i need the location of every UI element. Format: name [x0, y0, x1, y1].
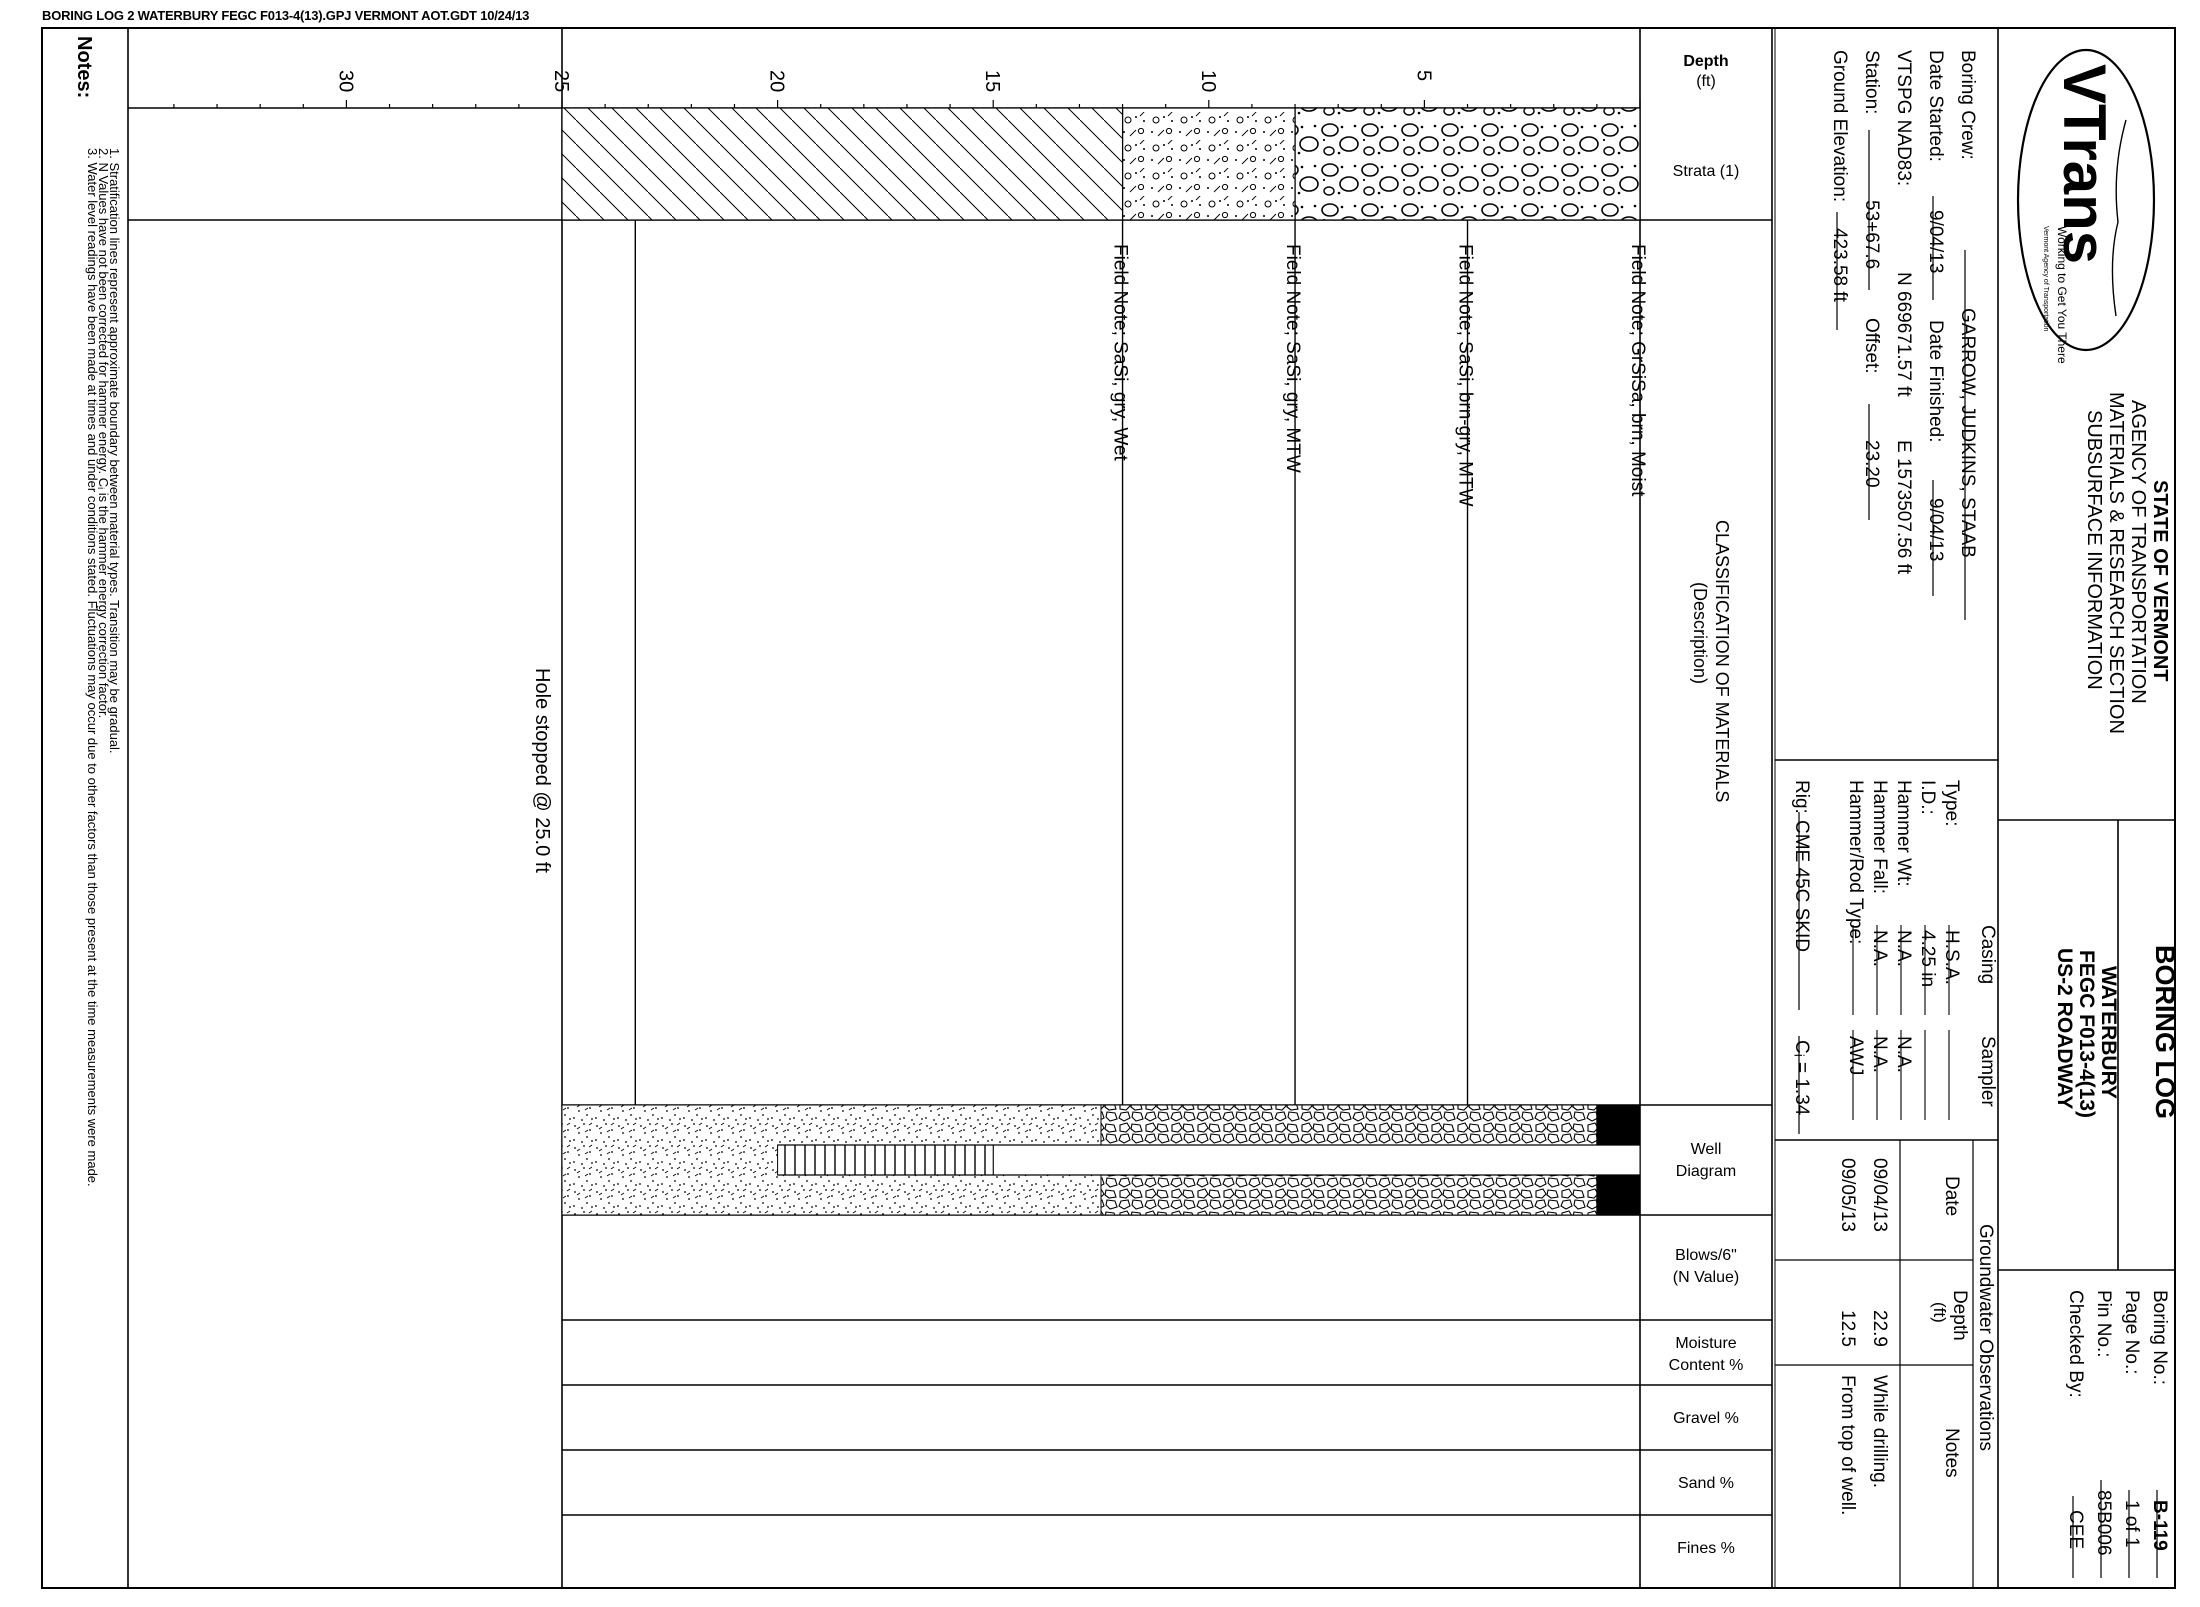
- crew-label: Boring Crew:: [1957, 50, 1978, 160]
- well-screen: [778, 1145, 994, 1175]
- moisture-header-2: Content %: [1668, 1357, 1744, 1374]
- notes-label: Notes:: [73, 36, 95, 99]
- station-value: 53+67.6: [1861, 200, 1882, 270]
- logo-tagline: Working to Get You There: [2055, 226, 2069, 364]
- boring-no-value: B-119: [2149, 1500, 2170, 1551]
- equipment-label: Hammer Fall:: [1869, 780, 1890, 895]
- equipment-label: Hammer Wt:: [1893, 780, 1914, 887]
- well-header-2: Diagram: [1675, 1163, 1737, 1180]
- equipment-table: [1845, 780, 1962, 1120]
- blows-header: Blows/6": [1675, 1247, 1737, 1264]
- depth-axis-ticks: [174, 70, 1640, 108]
- depth-tick-label: 15: [981, 70, 1004, 93]
- finished-value: 9/04/13: [1925, 498, 1946, 562]
- equipment-label: I.D.:: [1917, 780, 1938, 815]
- northing-value: N 669671.57 ft: [1893, 272, 1914, 397]
- checked-value: CEE: [2065, 1510, 2086, 1550]
- moisture-header: Moisture: [1675, 1335, 1737, 1352]
- boring-no-label: Boring No.:: [2149, 1290, 2170, 1386]
- sampler-value: N.A.: [1869, 1036, 1890, 1073]
- note-3: 3. Water level readings have been made at times and under conditions stated. Fluctuations may occur due to other factors than those present at the time measurements were made.: [85, 148, 100, 1187]
- pin-label: Pin No.:: [2093, 1290, 2114, 1358]
- gw-col-depth-unit: (ft): [1930, 1302, 1949, 1323]
- depth-tick-label: 10: [1196, 70, 1219, 93]
- equipment-label: Type:: [1941, 780, 1962, 827]
- well-riser-pipe: [993, 1145, 1640, 1175]
- gw-col-date: Date: [1941, 1176, 1962, 1217]
- strata-column: [562, 108, 1640, 220]
- gravel-header: Gravel %: [1673, 1410, 1739, 1427]
- rig-value: CME 45C SKID: [1791, 820, 1812, 952]
- gw-title: Groundwater Observations: [1975, 1224, 1996, 1452]
- casing-value: N.A.: [1893, 930, 1914, 967]
- sand-header: Sand %: [1677, 1475, 1735, 1492]
- gw-date: 09/04/13: [1869, 1158, 1890, 1232]
- strata-layer-hatch: [562, 108, 1123, 220]
- classification-header: CLASSIFICATION OF MATERIALS: [1712, 520, 1732, 803]
- title-town: WATERBURY: [2097, 966, 2120, 1099]
- casing-value: H.S.A.: [1941, 930, 1962, 985]
- offset-value: 23.20: [1861, 440, 1882, 488]
- agency-line-4: SUBSURFACE INFORMATION: [2083, 410, 2105, 690]
- material-description: Field Note; GrSiSa, brn, Moist: [1627, 244, 1648, 497]
- gw-depth: 22.9: [1869, 1310, 1890, 1347]
- agency-line-1: STATE OF VERMONT: [2149, 480, 2171, 682]
- groundwater-table: [1837, 1158, 1890, 1515]
- depth-tick-label: 5: [1412, 70, 1435, 82]
- note-1: 1. Stratification lines represent approximate boundary between material types. Transition may be gradual.: [107, 148, 122, 754]
- logo-text: VTrans: [2051, 64, 2118, 265]
- station-label: Station:: [1861, 50, 1882, 115]
- gw-depth: 12.5: [1837, 1310, 1858, 1347]
- casing-header: Casing: [1977, 925, 1998, 985]
- file-header: BORING LOG 2 WATERBURY FEGC F013-4(13).GPJ VERMONT AOT.GDT 10/24/13: [42, 8, 530, 23]
- title-project: FEGC F013-4(13): [2075, 950, 2098, 1119]
- gw-col-notes: Notes: [1941, 1428, 1962, 1478]
- strata-layer-gravel: [1295, 108, 1640, 220]
- casing-value: 4.25 in: [1917, 930, 1938, 988]
- nad-label: VTSPG NAD83:: [1893, 50, 1914, 187]
- elev-label: Ground Elevation:: [1829, 50, 1850, 203]
- material-description: Field Note; SaSi, gry, MTW: [1282, 244, 1304, 473]
- gw-col-depth: Depth: [1949, 1290, 1970, 1341]
- gw-date: 09/05/13: [1837, 1158, 1858, 1232]
- fines-header: Fines %: [1677, 1540, 1735, 1557]
- sampler-header: Sampler: [1977, 1036, 1998, 1107]
- started-label: Date Started:: [1925, 50, 1946, 162]
- depth-tick-label: 30: [334, 70, 357, 93]
- agency-line-2: AGENCY OF TRANSPORTATION: [2127, 400, 2149, 704]
- depth-unit: (ft): [1696, 73, 1716, 90]
- title-road: US-2 ROADWAY: [2053, 948, 2076, 1110]
- ci-value: Cᵢ = 1.34: [1791, 1040, 1812, 1116]
- classification-sub: (Description): [1690, 582, 1710, 685]
- page-value: 1 of 1: [2121, 1500, 2142, 1548]
- note-2: 2. N Values have not been corrected for hammer energy. Cᵢ is the hammer energy correction factor.: [96, 148, 111, 719]
- easting-value: E 1573507.56 ft: [1893, 440, 1914, 575]
- sampler-value: AWJ: [1845, 1036, 1866, 1076]
- pin-value: 85B006: [2093, 1490, 2114, 1556]
- title-heading: BORING LOG: [2150, 945, 2180, 1119]
- material-description: Field Note; SaSi, gry, Wet: [1109, 244, 1131, 461]
- gw-notes: While drilling.: [1869, 1375, 1890, 1488]
- rig-label: Rig:: [1791, 780, 1812, 814]
- strata-header: Strata (1): [1672, 163, 1740, 180]
- page-label: Page No.:: [2121, 1290, 2142, 1375]
- material-description: Field Note; SaSi, brn-gry, MTW: [1454, 244, 1476, 507]
- gw-notes: From top of well.: [1837, 1375, 1858, 1516]
- well-diagram: [562, 1105, 1640, 1215]
- classification-column: [635, 220, 1648, 1105]
- strata-layer-silty-sand: [1123, 108, 1295, 220]
- logo-subtag: Vermont Agency of Transportation: [2042, 226, 2049, 332]
- crew-value: GARROW, JUDKINS, STAAB: [1957, 308, 1978, 558]
- offset-label: Offset:: [1861, 318, 1882, 374]
- agency-line-3: MATERIALS & RESEARCH SECTION: [2105, 392, 2127, 734]
- elev-value: 423.58 ft: [1829, 228, 1850, 302]
- hole-stopped-text: Hole stopped @ 25.0 ft: [531, 668, 553, 873]
- finished-label: Date Finished:: [1925, 320, 1946, 443]
- depth-tick-label: 25: [550, 70, 572, 93]
- checked-label: Checked By:: [2065, 1290, 2086, 1398]
- equipment-label: Hammer/Rod Type:: [1845, 780, 1866, 945]
- depth-header: Depth: [1683, 53, 1729, 70]
- depth-tick-label: 20: [765, 70, 788, 93]
- well-header: Well: [1690, 1141, 1722, 1158]
- casing-value: N.A.: [1869, 930, 1890, 967]
- blows-header-2: (N Value): [1672, 1269, 1740, 1286]
- started-value: 9/04/13: [1925, 210, 1946, 274]
- vtrans-logo: [2018, 50, 2154, 364]
- sampler-value: N.A.: [1893, 1036, 1914, 1073]
